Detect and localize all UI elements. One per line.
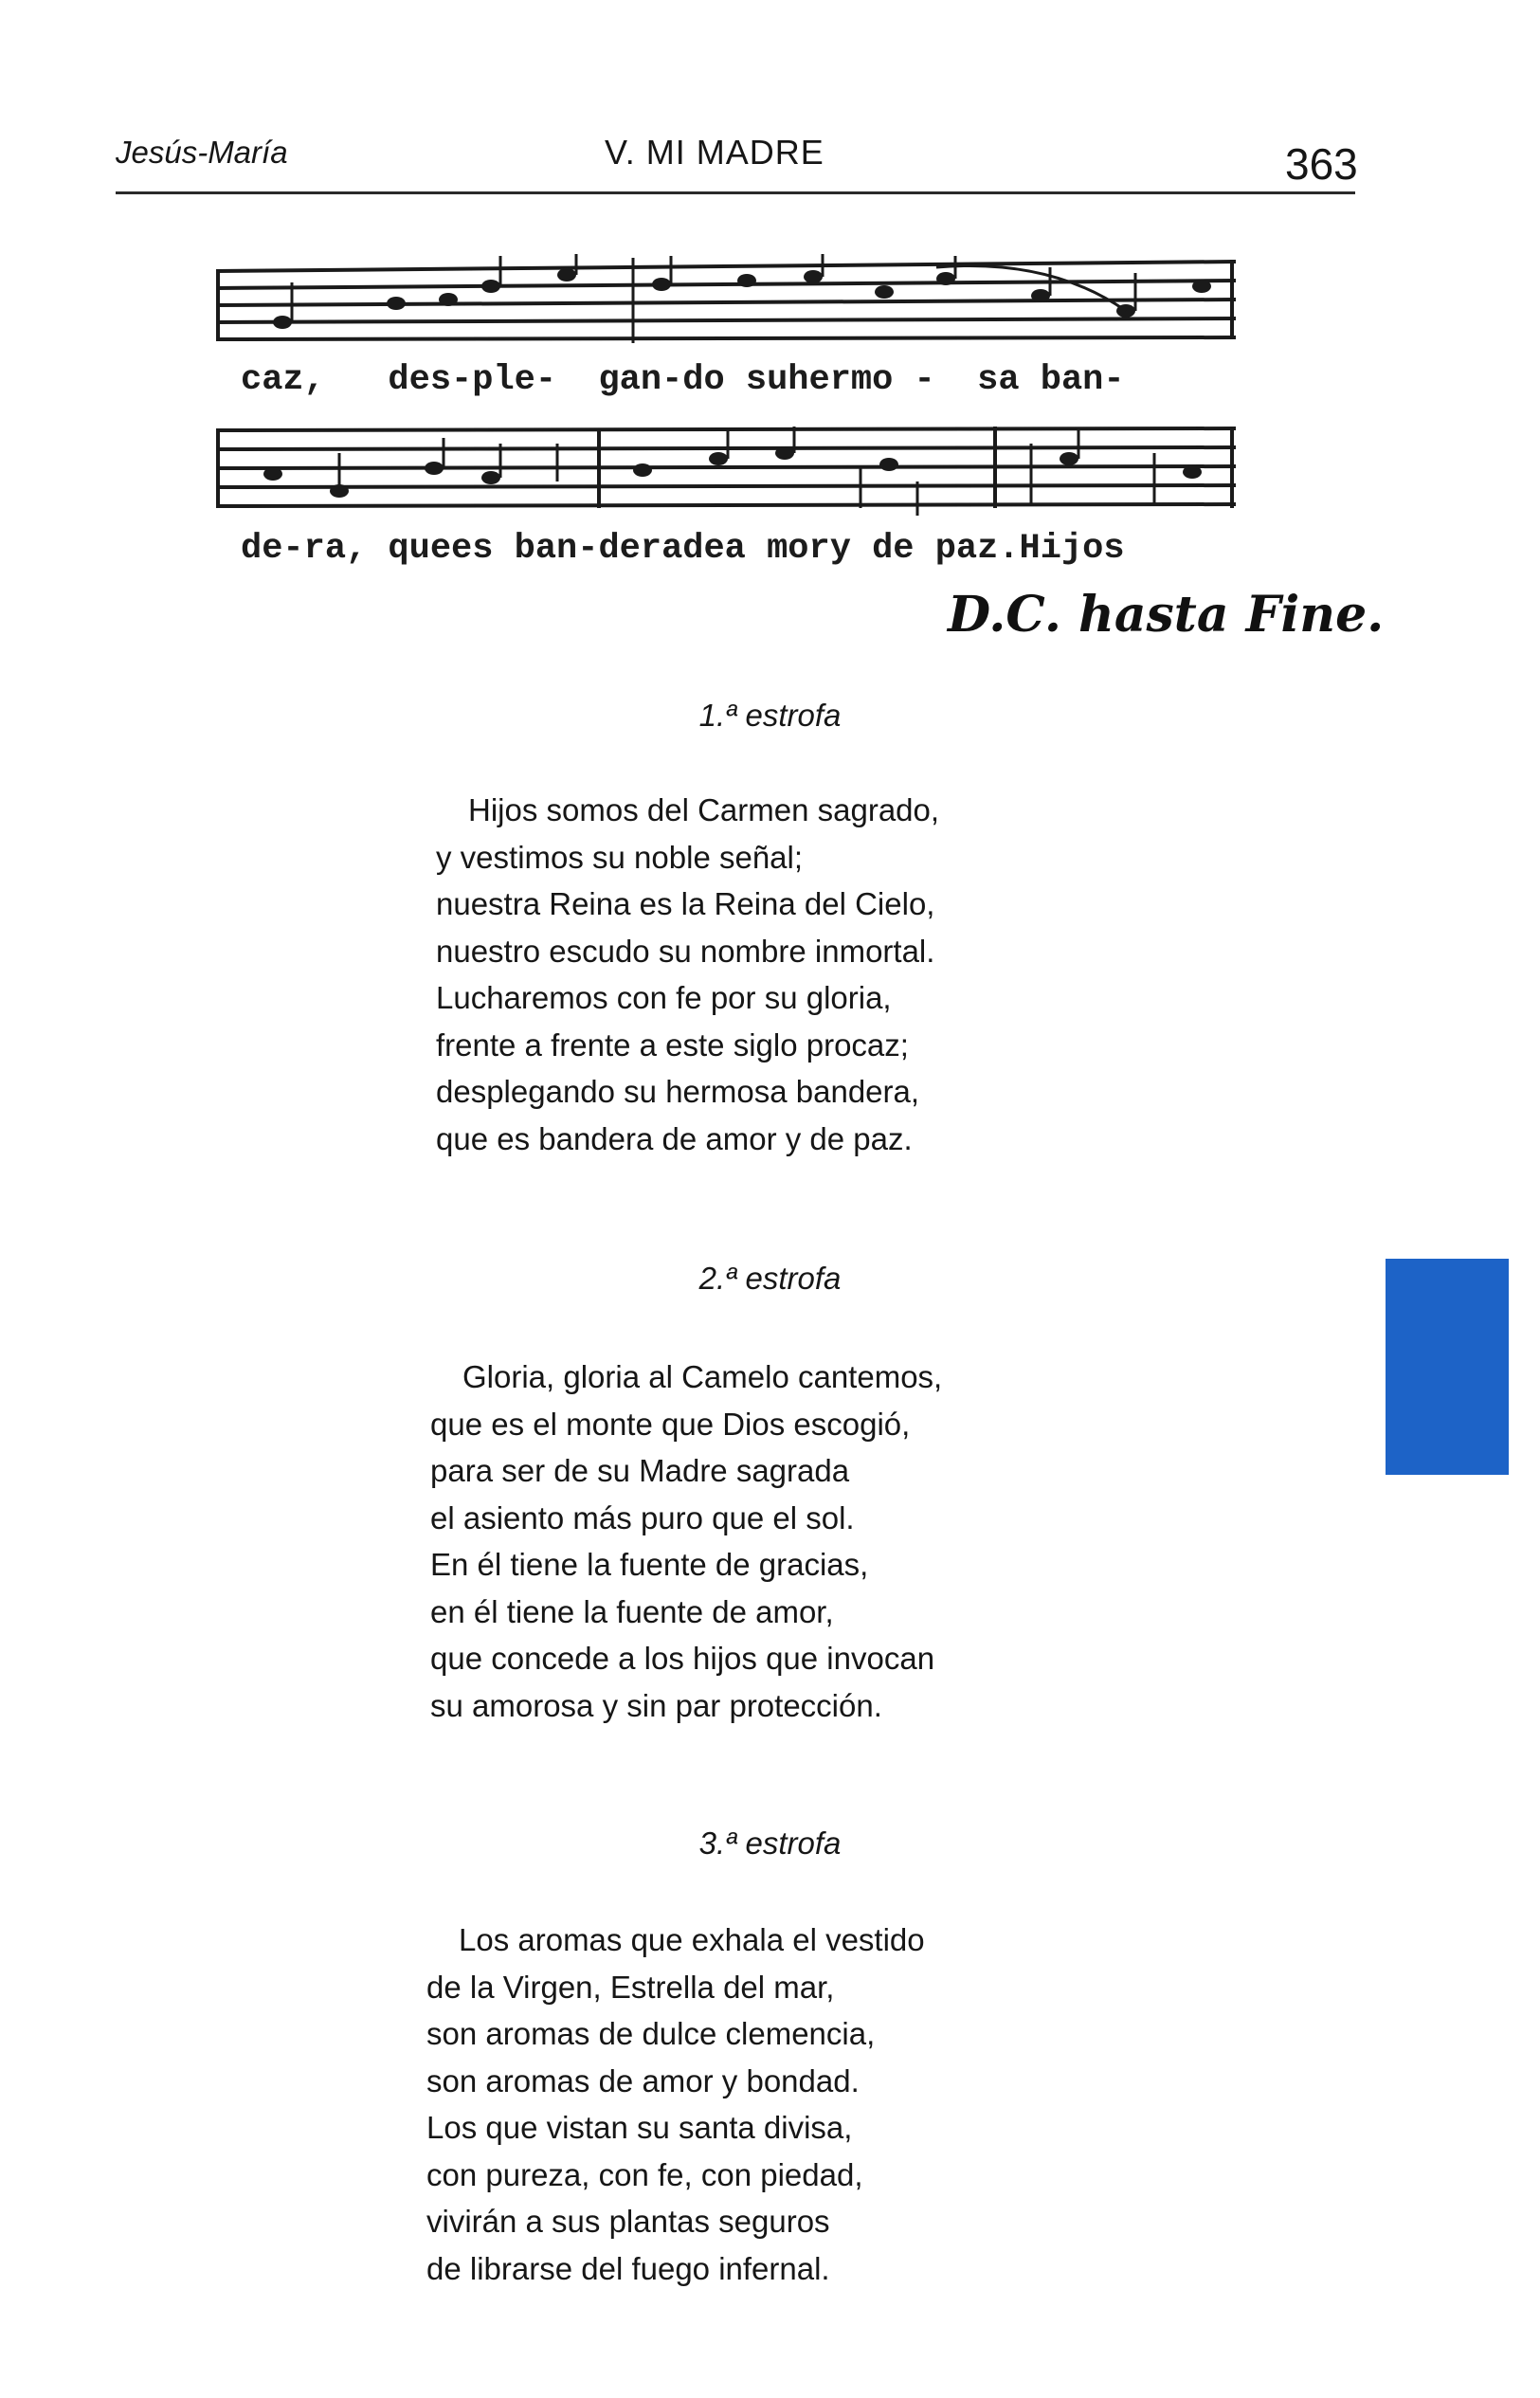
music-staff-1 <box>216 254 1236 354</box>
header-rule <box>116 191 1355 194</box>
verse-line: para ser de su Madre sagrada <box>430 1453 850 1488</box>
verse-line: Los aromas que exhala el vestido <box>459 1922 925 1957</box>
verse-line: En él tiene la fuente de gracias, <box>430 1547 869 1582</box>
lyric-line-1: caz, des-ple- gan-do suhermo - sa ban- <box>241 360 1125 400</box>
stanza-3 <box>426 1917 925 2292</box>
verse-line: su amorosa y sin par protección. <box>430 1687 882 1723</box>
section-thumb-tab <box>1386 1259 1509 1475</box>
stanza-1-title: 1.ª estrofa <box>698 698 842 733</box>
verse-line: nuestro escudo su nombre inmortal. <box>436 933 935 969</box>
verse-line: que es el monte que Dios escogió, <box>430 1406 911 1442</box>
verse-line: de la Virgen, Estrella del mar, <box>426 1969 835 2005</box>
verse-line: son aromas de amor y bondad. <box>426 2062 860 2098</box>
lyric-line-2: de-ra, quees ban-deradea mory de paz.Hijos <box>241 529 1125 569</box>
verse-line: Hijos somos del Carmen sagrado, <box>468 792 940 827</box>
verse-line: que es bandera de amor y de paz. <box>436 1120 913 1156</box>
stanza-2-title: 2.ª estrofa <box>698 1261 842 1296</box>
verse-line: nuestra Reina es la Reina del Cielo, <box>436 886 935 921</box>
verse-line: Los que vistan su santa divisa, <box>426 2110 853 2145</box>
music-staff-2 <box>216 425 1236 525</box>
verse-line: frente a frente a este siglo procaz; <box>436 1026 909 1063</box>
header-book-title: Jesús-María <box>116 135 288 170</box>
verse-line: vivirán a sus plantas seguros <box>426 2204 830 2239</box>
verse-line: Gloria, gloria al Camelo cantemos, <box>462 1359 943 1394</box>
verse-line: el asiento más puro que el sol. <box>430 1499 855 1535</box>
verse-line: Lucharemos con fe por su gloria, <box>436 980 892 1015</box>
stanza-3-title: 3.ª estrofa <box>698 1826 842 1861</box>
verse-line: y vestimos su noble señal; <box>436 839 804 875</box>
dc-marking: D.C. hasta Fine. <box>948 586 1385 644</box>
header-chapter-title: V. MI MADRE <box>605 133 824 172</box>
verse-line: desplegando su hermosa bandera, <box>436 1074 920 1109</box>
stanza-2 <box>430 1353 942 1729</box>
page-number: 363 <box>1285 139 1358 189</box>
stanza-1 <box>436 787 939 1162</box>
verse-line: son aromas de dulce clemencia, <box>426 2016 876 2051</box>
verse-line: que concede a los hijos que invocan <box>430 1641 935 1676</box>
verse-line: en él tiene la fuente de amor, <box>430 1593 834 1629</box>
verse-line: de librarse del fuego infernal. <box>426 2250 830 2286</box>
verse-line: con pureza, con fe, con piedad, <box>426 2156 863 2192</box>
